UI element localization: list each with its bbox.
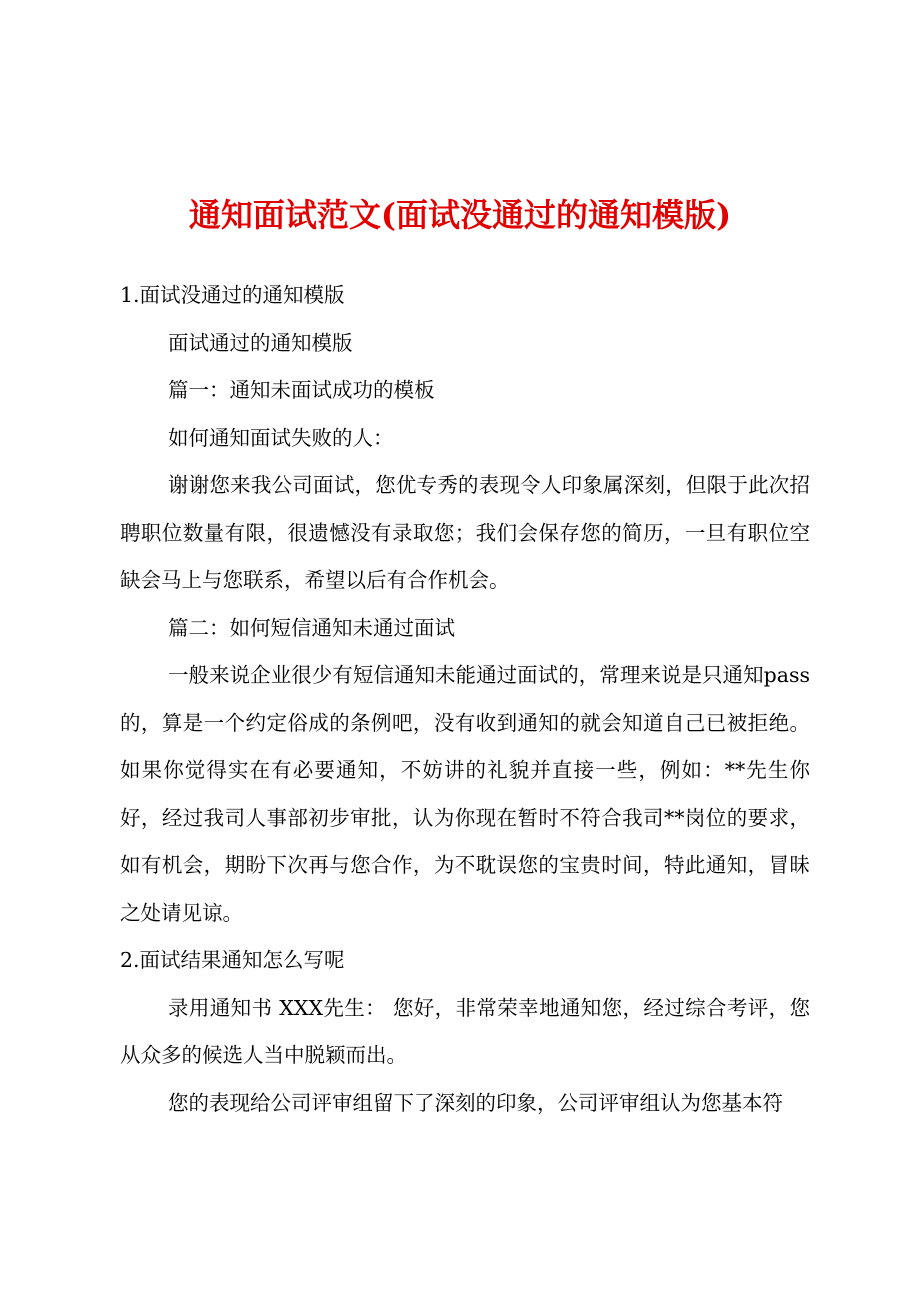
document-body: [120, 272, 810, 1127]
paragraph-offer-letter: 录用通知书 XXX先生： 您好，非常荣幸地通知您，经过综合考评，您从众多的候选人当中脱颖而出。: [120, 995, 810, 1067]
paragraph-sms-advice: 一般来说企业很少有短信通知未能通过面试的，常理来说是只通知pass的，算是一个约定俗成的条例吧，没有收到通知的就会知道自己已被拒绝。如果你觉得实在有必要通知，不妨讲的礼貌并直接一些，例如：**先生你好，经过我司人事部初步审批，认为你现在暂时不符合我司**岗位的要求，如有机会，期盼下次再与您合作，为不耽误您的宝贵时间，特此通知，冒昧之处请见谅。: [120, 663, 810, 925]
paragraph-part-one-heading: 篇一：通知未面试成功的模板: [168, 378, 435, 402]
document-title: 通知面试范文(面试没通过的通知模版): [188, 196, 732, 234]
paragraph-impression: 您的表现给公司评审组留下了深刻的印象，公司评审组认为您基本符: [168, 1090, 783, 1115]
paragraph-part-two-heading: 篇二：如何短信通知未通过面试: [168, 615, 455, 640]
section-heading-2: 2.面试结果通知怎么写呢: [120, 948, 345, 972]
paragraph-question: 如何通知面试失败的人：: [168, 425, 394, 450]
section-heading-1: 1.面试没通过的通知模版: [120, 283, 345, 307]
paragraph-thanks: 谢谢您来我公司面试，您优专秀的表现令人印象属深刻，但限于此次招聘职位数量有限，很遗憾没有录取您；我们会保存您的简历，一旦有职位空缺会马上与您联系，希望以后有合作机会。: [120, 473, 810, 592]
paragraph-subtitle: 面试通过的通知模版: [168, 330, 353, 355]
